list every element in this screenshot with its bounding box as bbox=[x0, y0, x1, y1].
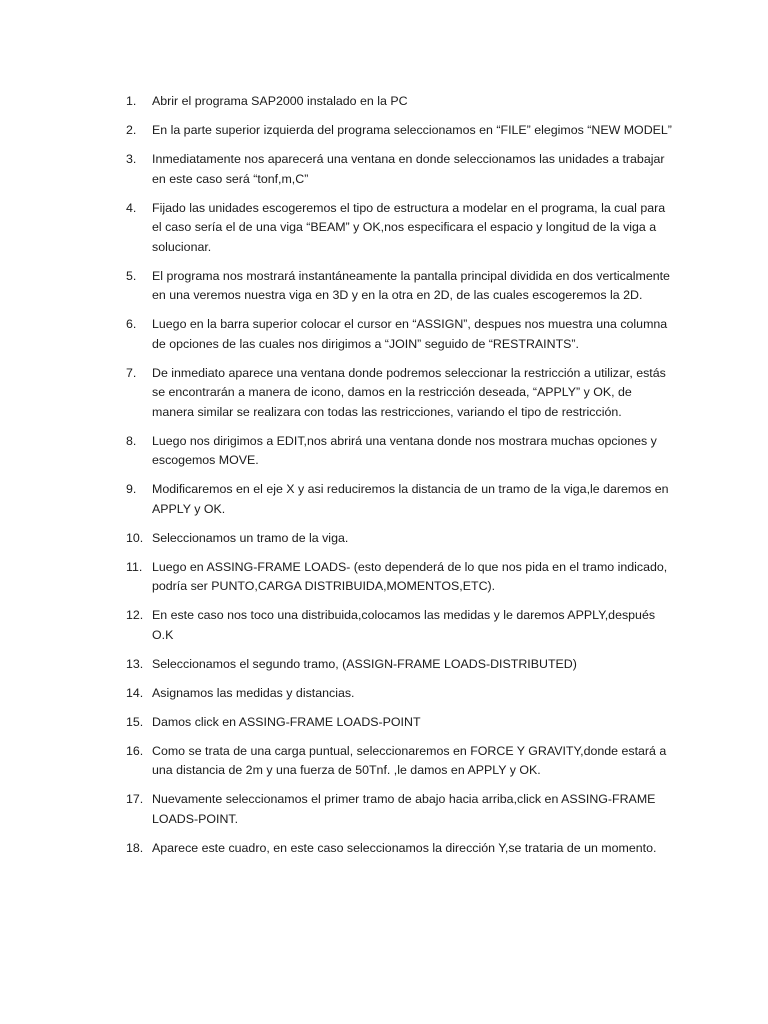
step-number: 3. bbox=[126, 152, 137, 166]
step-text: Luego en la barra superior colocar el cursor en “ASSIGN”, despues nos muestra una columna de opciones de las cuales nos dirigimos a “JOIN” seguido de “RESTRAINTS”. bbox=[152, 317, 668, 351]
step-number: 7. bbox=[126, 365, 137, 380]
step-number: 9. bbox=[126, 482, 137, 496]
step-text: Aparece este cuadro, en este caso seleccionamos la dirección Y,se trataria de un momento. bbox=[152, 840, 657, 855]
step-text: Luego en ASSING-FRAME LOADS- (esto dependerá de lo que nos pida en el tramo indicado, podría ser PUNTO,CARGA DISTRIBUIDA,MOMENTOS,ETC). bbox=[152, 559, 668, 593]
step-number: 4. bbox=[126, 200, 137, 215]
list-item bbox=[126, 267, 674, 306]
step-number: 18. bbox=[126, 840, 144, 855]
step-number: 11. bbox=[126, 559, 143, 574]
list-item bbox=[126, 150, 674, 189]
step-number: 5. bbox=[126, 268, 137, 283]
step-number: 2. bbox=[126, 123, 137, 137]
step-number: 6. bbox=[126, 317, 137, 331]
list-item bbox=[126, 92, 674, 112]
step-number: 15. bbox=[126, 714, 144, 729]
list-item bbox=[126, 558, 674, 597]
step-text: En la parte superior izquierda del programa seleccionamos en “FILE” elegimos “NEW MODEL” bbox=[152, 123, 672, 137]
step-text: Inmediatamente nos aparecerá una ventana en donde seleccionamos las unidades a trabajar en este caso será “tonf,m,C” bbox=[152, 152, 665, 186]
step-text: Fijado las unidades escogeremos el tipo de estructura a modelar en el programa, la cual para el caso sería el de una viga “BEAM” y OK,nos especificara el espacio y longitud de la viga a solucionar. bbox=[152, 200, 666, 254]
step-number: 14. bbox=[126, 685, 144, 700]
step-text: El programa nos mostrará instantáneamente la pantalla principal dividida en dos verticalmente en una veremos nuestra viga en 3D y en la otra en 2D, de las cuales escogeremos la 2D. bbox=[152, 268, 670, 302]
list-item bbox=[126, 364, 674, 423]
list-item bbox=[126, 121, 674, 141]
step-text: De inmediato aparece una ventana donde podremos seleccionar la restricción a utilizar, estás se encontrarán a manera de icono, damos en la restricción deseada, “APPLY” y OK, de manera similar se realizara con todas las restricciones, variando el tipo de restricción. bbox=[152, 365, 666, 419]
step-number: 16. bbox=[126, 743, 144, 758]
step-text: Luego nos dirigimos a EDIT,nos abrirá una ventana donde nos mostrara muchas opciones y escogemos MOVE. bbox=[152, 433, 657, 467]
list-item bbox=[126, 684, 674, 704]
step-number: 8. bbox=[126, 433, 137, 448]
list-item bbox=[126, 606, 674, 645]
step-text: Asignamos las medidas y distancias. bbox=[152, 685, 355, 700]
list-item bbox=[126, 790, 674, 829]
list-item bbox=[126, 199, 674, 258]
step-text: Como se trata de una carga puntual, seleccionaremos en FORCE Y GRAVITY,donde estará a una distancia de 2m y una fuerza de 50Tnf. ,le damos en APPLY y OK. bbox=[152, 743, 667, 777]
step-number: 13. bbox=[126, 656, 144, 671]
list-item bbox=[126, 432, 674, 471]
step-text: En este caso nos toco una distribuida,colocamos las medidas y le daremos APPLY,después O.K bbox=[152, 608, 656, 642]
list-item bbox=[126, 655, 674, 675]
step-text: Abrir el programa SAP2000 instalado en la PC bbox=[152, 94, 408, 108]
step-text: Seleccionamos el segundo tramo, (ASSIGN-FRAME LOADS-DISTRIBUTED) bbox=[152, 656, 577, 671]
list-item bbox=[126, 315, 674, 354]
list-item bbox=[126, 713, 674, 733]
instructions-list bbox=[126, 92, 674, 868]
step-text: Damos click en ASSING-FRAME LOADS-POINT bbox=[152, 714, 421, 729]
step-number: 17. bbox=[126, 792, 144, 806]
step-number: 1. bbox=[126, 94, 137, 108]
step-text: Seleccionamos un tramo de la viga. bbox=[152, 530, 349, 545]
step-text: Modificaremos en el eje X y asi reduciremos la distancia de un tramo de la viga,le daremos en APPLY y OK. bbox=[152, 482, 669, 516]
list-item bbox=[126, 839, 674, 859]
list-item bbox=[126, 742, 674, 781]
step-text: Nuevamente seleccionamos el primer tramo de abajo hacia arriba,click en ASSING-FRAME LOADS-POINT. bbox=[152, 792, 656, 826]
list-item bbox=[126, 529, 674, 549]
list-item bbox=[126, 480, 674, 519]
step-number: 10. bbox=[126, 530, 144, 545]
step-number: 12. bbox=[126, 608, 144, 622]
